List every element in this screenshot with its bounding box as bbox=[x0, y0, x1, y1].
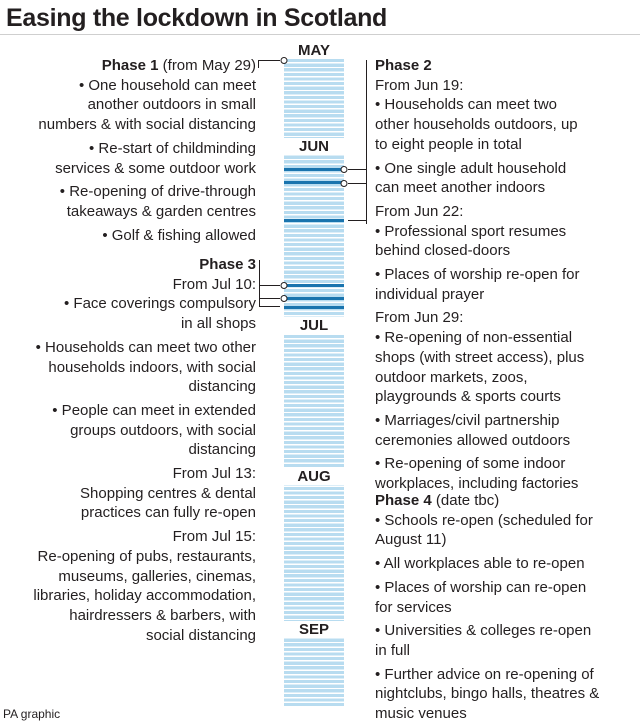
phase4-item2-line1: • All workplaces able to re-open bbox=[375, 555, 585, 573]
phase3-jul15-line4: hairdressers & barbers, with bbox=[69, 606, 256, 624]
phase3-jul10-item2-line3: distancing bbox=[188, 378, 256, 396]
phase3-jul10-item1-line2: in all shops bbox=[180, 315, 256, 333]
phase3-jul10-item2-line2: households indoors, with social bbox=[48, 358, 256, 376]
phase2-block bbox=[375, 56, 584, 494]
phase1-block bbox=[38, 56, 256, 245]
month-label-aug: AUG bbox=[274, 468, 354, 485]
month-label-jul: JUL bbox=[274, 317, 354, 334]
phase2-jun29-item1-line4: playgrounds & sports courts bbox=[375, 388, 561, 406]
phase4-date: (date tbc) bbox=[431, 492, 500, 509]
phase4-item1-line2: August 11) bbox=[375, 531, 447, 549]
phase2-jun19-item1-line1: • Households can meet two bbox=[375, 96, 558, 114]
phase2-jun29-item2-line2: ceremonies allowed outdoors bbox=[375, 431, 571, 449]
phase2-name: Phase 2 bbox=[375, 57, 432, 74]
phase2-jun22-item1-line2: behind closed-doors bbox=[375, 242, 511, 260]
phase4-item4-line2: in full bbox=[375, 641, 411, 659]
phase3-jul15-line3: libraries, holiday accommodation, bbox=[33, 587, 256, 605]
phase2-jun19-item2-line2: can meet another indoors bbox=[375, 179, 546, 197]
phase3-heading bbox=[33, 255, 256, 275]
credit-label: PA graphic bbox=[3, 707, 61, 721]
phase4-name: Phase 4 bbox=[375, 492, 432, 509]
month-label-jun: JUN bbox=[274, 138, 354, 155]
phase3-from-jul15: From Jul 15: bbox=[172, 528, 256, 546]
phase2-jun19-item1-line2: other households outdoors, up bbox=[375, 116, 578, 134]
dot-may29 bbox=[281, 58, 287, 64]
phase4-item5-line3: music venues bbox=[375, 705, 467, 723]
phase2-jun22-item2-line2: individual prayer bbox=[375, 285, 485, 303]
month-label-sep: SEP bbox=[274, 621, 354, 638]
phase2-from-jun19: From Jun 19: bbox=[375, 76, 464, 94]
phase1-heading bbox=[38, 56, 256, 76]
phase3-jul10-item3-line2: groups outdoors, with social bbox=[70, 421, 256, 439]
phase4-item5-line1: • Further advice on re-opening of bbox=[375, 665, 594, 683]
phase2-jun22-item1-line1: • Professional sport resumes bbox=[375, 222, 567, 240]
phase3-jul13-line2: practices can fully re-open bbox=[80, 504, 256, 522]
phase3-jul10-item3-line1: • People can meet in extended bbox=[52, 401, 256, 419]
phase3-name: Phase 3 bbox=[199, 256, 256, 273]
phase1-item3-line2: takeaways & garden centres bbox=[66, 202, 256, 220]
phase1-item4-line1: • Golf & fishing allowed bbox=[102, 226, 256, 244]
phase2-heading bbox=[375, 56, 584, 76]
phase2-jun19-item2-line1: • One single adult household bbox=[375, 159, 567, 177]
dot-jul10 bbox=[281, 283, 287, 289]
phase4-item3-line1: • Places of worship can re-open bbox=[375, 578, 587, 596]
phase3-jul13-line1: Shopping centres & dental bbox=[80, 484, 256, 502]
phase3-jul10-item2-line1: • Households can meet two other bbox=[35, 338, 256, 356]
phase3-jul15-line5: social distancing bbox=[145, 626, 256, 644]
phase1-item2-line2: services & some outdoor work bbox=[55, 159, 256, 177]
phase2-jun29-item2-line1: • Marriages/civil partnership bbox=[375, 411, 560, 429]
month-label-may: MAY bbox=[274, 42, 354, 59]
phase2-jun22-item2-line1: • Places of worship re-open for bbox=[375, 266, 580, 284]
phase3-jul10-item1-line1: • Face coverings compulsory bbox=[64, 295, 256, 313]
dot-jun22 bbox=[341, 181, 347, 187]
dot-jul13 bbox=[281, 296, 287, 302]
phase1-name: Phase 1 bbox=[101, 57, 159, 74]
phase4-item3-line2: for services bbox=[375, 598, 452, 616]
phase4-item4-line1: • Universities & colleges re-open bbox=[375, 622, 592, 640]
dot-jun19 bbox=[341, 167, 347, 173]
phase2-jun29-item1-line1: • Re-opening of non-essential bbox=[375, 329, 573, 347]
phase1-item1-line3: numbers & with social distancing bbox=[38, 116, 256, 134]
phase2-jun29-item3-line2: workplaces, including factories bbox=[375, 475, 579, 493]
phase4-item5-line2: nightclubs, bingo halls, theatres & bbox=[375, 685, 600, 703]
phase2-jun19-item1-line3: to eight people in total bbox=[375, 135, 522, 153]
phase4-heading bbox=[375, 491, 599, 511]
phase2-from-jun22: From Jun 22: bbox=[375, 202, 464, 220]
phase1-item2-line1: • Re-start of childminding bbox=[89, 139, 256, 157]
phase3-jul15-line1: Re-opening of pubs, restaurants, bbox=[37, 547, 256, 565]
phase1-date: (from May 29) bbox=[158, 57, 256, 74]
phase1-item1-line1: • One household can meet bbox=[78, 76, 256, 94]
phase3-jul10-item3-line3: distancing bbox=[188, 441, 256, 459]
phase3-from-jul10: From Jul 10: bbox=[172, 275, 256, 293]
phase1-item3-line1: • Re-opening of drive-through bbox=[59, 183, 256, 201]
phase2-jun29-item1-line3: outdoor markets, zoos, bbox=[375, 368, 528, 386]
phase4-item1-line1: • Schools re-open (scheduled for bbox=[375, 511, 593, 529]
phase1-item1-line2: another outdoors in small bbox=[87, 96, 256, 114]
phase3-from-jul13: From Jul 13: bbox=[172, 465, 256, 483]
phase3-block bbox=[33, 255, 256, 645]
phase4-block bbox=[375, 491, 599, 724]
phase2-jun29-item1-line2: shops (with street access), plus bbox=[375, 348, 585, 366]
phase2-from-jun29: From Jun 29: bbox=[375, 309, 464, 327]
phase3-jul15-line2: museums, galleries, cinemas, bbox=[58, 567, 256, 585]
page-title: Easing the lockdown in Scotland bbox=[6, 4, 388, 32]
phase2-jun29-item3-line1: • Re-opening of some indoor bbox=[375, 455, 566, 473]
